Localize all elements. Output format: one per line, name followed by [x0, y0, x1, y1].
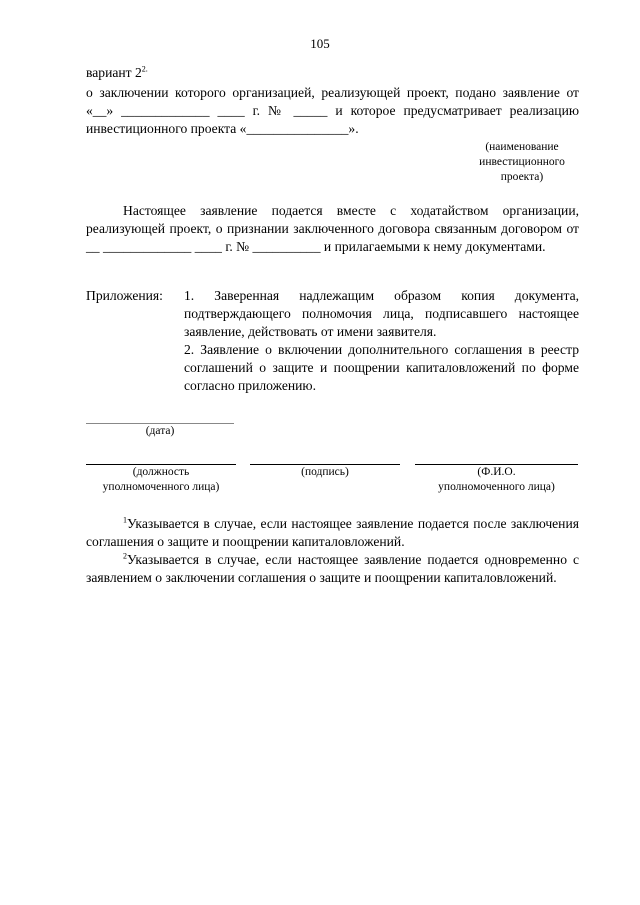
footnote-text: Указывается в случае, если настоящее заявление подается после заключения соглашения о защите и поощрении капиталовложений. [86, 516, 579, 549]
paragraph-conclusion: о заключении которого организацией, реализующей проект, подано заявление от «__» _____________ ____ г. № _____ и которое предусматривает реализацию инвестиционного проекта «_______________». [86, 85, 579, 136]
variant-heading [86, 64, 579, 82]
position-signature-field [86, 464, 236, 495]
attachment-item: 1. Заверенная надлежащим образом копия документа, подтверждающего полномочия лица, подписавшего настоящее заявление, действовать от имени заявителя. [184, 288, 579, 339]
variant-footnote-marker: 2. [141, 64, 148, 74]
date-caption: (дата) [145, 425, 175, 437]
attachments-section [86, 287, 579, 395]
caption-line: (Ф.И.О. [477, 466, 516, 478]
fio-signature-field [415, 464, 578, 495]
caption-line: уполномоченного лица) [102, 481, 220, 493]
caption-line: проекта) [500, 171, 544, 183]
attachments-label: Приложения: [86, 288, 163, 303]
variant-label: вариант 2 [86, 65, 142, 80]
paragraph-submission: Настоящее заявление подается вместе с ходатайством организации, реализующей проект, о признании заключенного договора связанным договором от __ _____________ ____ г. № __________ и прилагаемыми к нему документами. [86, 203, 579, 254]
footnote-marker: 1 [123, 515, 127, 525]
caption-line: (наименование [485, 141, 559, 153]
caption-line: (должность [132, 466, 190, 478]
signature-field [250, 464, 400, 480]
footnote [86, 515, 579, 551]
position-caption [86, 465, 236, 495]
signature-caption: (подпись) [301, 466, 349, 478]
attachment-item: 2. Заявление о включении дополнительного соглашения в реестр соглашений о защите и поощрении капиталовложений по форме согласно приложению. [184, 342, 579, 393]
fio-caption [415, 465, 578, 495]
project-name-caption [462, 140, 582, 185]
footnote-text: Указывается в случае, если настоящее заявление подается одновременно с заявлением о заключении соглашения о защите и поощрении капиталовложений. [86, 552, 579, 585]
caption-line: инвестиционного [479, 156, 565, 168]
footnotes [86, 515, 579, 587]
footnote [86, 551, 579, 587]
footnote-marker: 2 [123, 551, 127, 561]
page-number: 105 [310, 36, 330, 51]
date-signature-field [86, 423, 234, 439]
attachments-list [184, 287, 579, 395]
caption-line: уполномоченного лица) [438, 481, 555, 493]
